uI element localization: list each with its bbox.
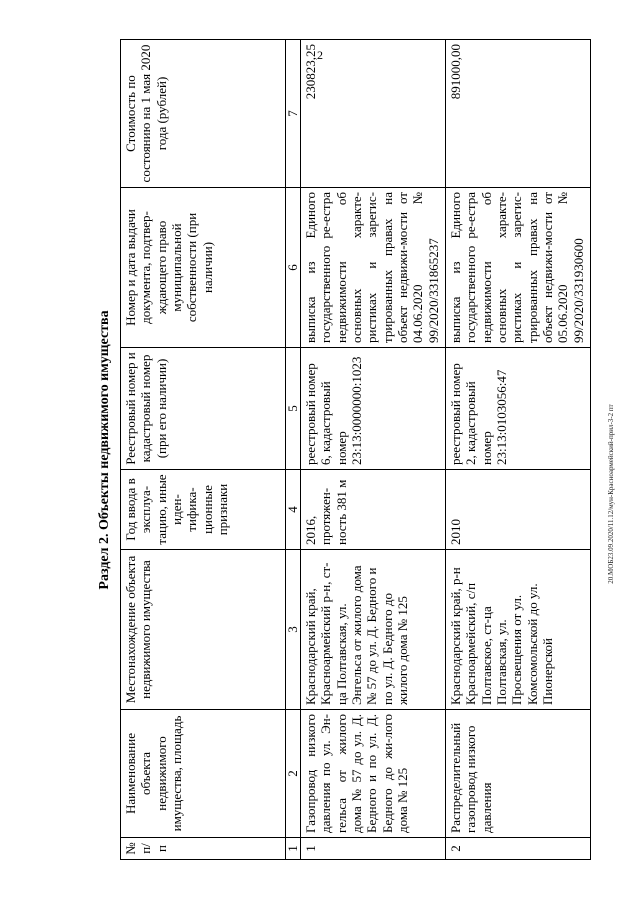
- column-number: 3: [286, 550, 301, 710]
- commission-year: 2016, протяжен-ность 381 м: [301, 470, 446, 550]
- registry-number: реестровый номер 6, кадастровый номер 23:13:0000000:1023: [301, 348, 446, 470]
- registry-number: реестровый номер 2, кадастровый номер 23:13:0103056:47: [446, 348, 591, 470]
- column-number: 1: [286, 838, 301, 860]
- ownership-document: выписка из Единого государственного ре-естра недвижимости об основных характе-ристиках и зарегис-трированных правах на объект недвижи-мости от 05.06.2020 № 99/2020/331930600: [446, 188, 591, 348]
- column-number-row: [286, 40, 301, 860]
- object-cost: 230823,25: [301, 40, 446, 188]
- column-number: 6: [286, 188, 301, 348]
- object-location: Краснодарский край, р-н Красноармейский, с/п Полтавское, ст-ца Полтавская, ул. Просвещения от ул. Комсомольской до ул. Пионерской: [446, 550, 591, 710]
- row-number: 2: [446, 838, 591, 860]
- object-location: Краснодарский край, Красноармейский р-н, ст-ца Полтавская, ул. Энгельса от жилого дома № 57 до ул. Д. Бедного и по ул. Д. Бедного до жилого дома № 125: [301, 550, 446, 710]
- rotated-page-content: [94, 40, 591, 860]
- object-name: Распределительный газопровод низкого давления: [446, 710, 591, 838]
- table-row: [301, 40, 446, 860]
- column-number: 4: [286, 470, 301, 550]
- header-cell-location: Местонахождение объекта недвижимого имущества: [121, 550, 286, 710]
- header-cell-name: Наименование объекта недвижимого имущества, площадь: [121, 710, 286, 838]
- row-number: 1: [301, 838, 446, 860]
- table-row: [446, 40, 591, 860]
- table-header-row: [121, 40, 286, 860]
- page-number: 2: [317, 48, 323, 62]
- header-cell-document: Номер и дата выдачи документа, подтвер-ждающего право муниципальной собственности (при наличии): [121, 188, 286, 348]
- header-cell-year: Год ввода в эксплуа-тацию, иные иден-тифика-ционные признаки: [121, 470, 286, 550]
- document-side-note: 20.МОБ23.09.2020/11.12/мун-Красноармейский-прил-3-2 пт: [607, 404, 615, 584]
- property-table: [120, 39, 591, 860]
- column-number: 5: [286, 348, 301, 470]
- header-cell-cost: Стоимость по состоянию на 1 мая 2020 года (рублей): [121, 40, 286, 188]
- object-cost: 891000,00: [446, 40, 591, 188]
- header-cell-registry: Реестровый номер и кадастровый номер (при его наличии): [121, 348, 286, 470]
- column-number: 2: [286, 710, 301, 838]
- section-title: Раздел 2. Объекты недвижимого имущества: [97, 310, 112, 590]
- header-cell-number: № п/п: [121, 838, 286, 860]
- column-number: 7: [286, 40, 301, 188]
- ownership-document: выписка из Единого государственного ре-естра недвижимости об основных характе-ристиках и зарегис-трированных правах на объект недвижи-мости от 04.06.2020 № 99/2020/331865237: [301, 188, 446, 348]
- commission-year: 2010: [446, 470, 591, 550]
- object-name: Газопровод низкого давления по ул. Эн-гельса от жилого дома № 57 до ул. Д. Бедного и по ул. Д. Бедного до жи-лого дома № 125: [301, 710, 446, 838]
